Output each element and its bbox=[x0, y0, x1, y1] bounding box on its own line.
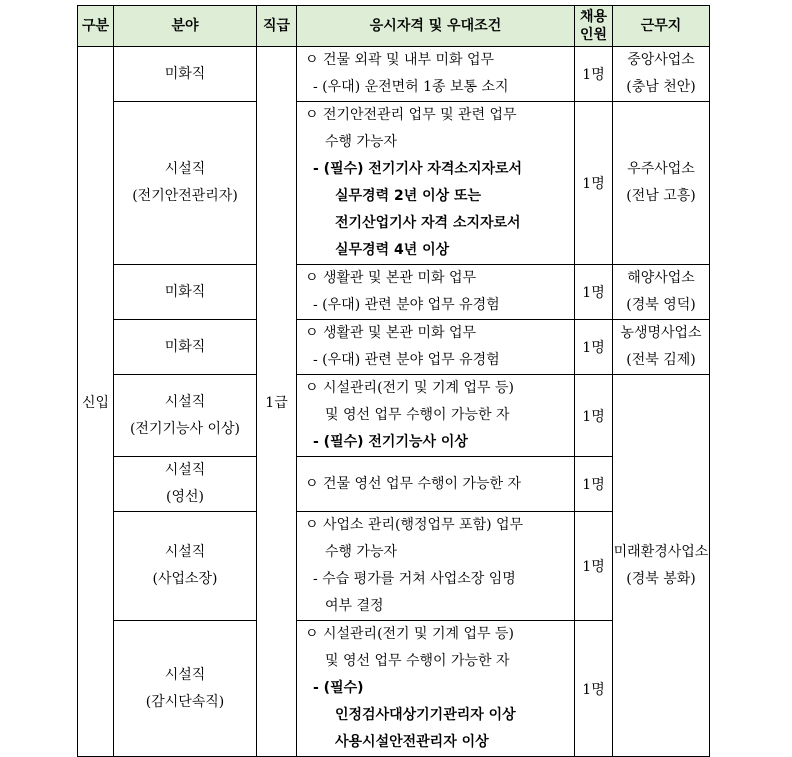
requirements-cell bbox=[297, 621, 575, 757]
location-line: 미래환경사업소 bbox=[613, 543, 709, 560]
location-cell bbox=[613, 265, 710, 320]
requirement-line: ㅇ 사업소 관리(행정업무 포함) 업무 bbox=[305, 517, 524, 533]
requirement-line: - (필수) 전기기능사 이상 bbox=[313, 434, 468, 450]
requirement-line: 사용시설안전관리자 이상 bbox=[335, 734, 489, 750]
field-line: 미화직 bbox=[164, 283, 206, 300]
header-location: 근무지 bbox=[613, 6, 710, 47]
requirement-line: ㅇ 시설관리(전기 및 기계 업무 등) bbox=[305, 626, 514, 642]
hires-cell: 1명 bbox=[575, 265, 613, 320]
requirements-cell bbox=[297, 457, 575, 512]
requirement-line: - (필수) bbox=[313, 680, 364, 696]
requirements-cell bbox=[297, 375, 575, 457]
field-cell bbox=[114, 457, 257, 512]
location-line: (전북 김제) bbox=[626, 352, 696, 368]
hires-cell: 1명 bbox=[575, 621, 613, 757]
recruitment-table bbox=[77, 5, 710, 757]
location-line: 해양사업소 bbox=[627, 270, 695, 286]
hires-cell: 1명 bbox=[575, 512, 613, 621]
field-line: (전기기능사 이상) bbox=[129, 420, 241, 437]
requirements-cell bbox=[297, 265, 575, 320]
location-line: (전남 고흥) bbox=[626, 188, 696, 204]
requirement-line: 전기산업기사 자격 소지자로서 bbox=[335, 215, 521, 231]
requirement-line: ㅇ 생활관 및 본관 미화 업무 bbox=[305, 325, 477, 341]
field-line: 미화직 bbox=[164, 338, 206, 355]
field-line: 미화직 bbox=[164, 65, 206, 82]
field-cell bbox=[114, 265, 257, 320]
table-body bbox=[78, 47, 710, 757]
header-hires bbox=[575, 6, 613, 47]
field-line: 시설직 bbox=[164, 544, 206, 560]
field-cell bbox=[114, 320, 257, 375]
requirement-line: 실무경력 2년 이상 또는 bbox=[335, 188, 482, 204]
field-cell bbox=[114, 375, 257, 457]
requirement-line: - 수습 평가를 거쳐 사업소장 임명 bbox=[313, 571, 516, 587]
field-cell bbox=[114, 102, 257, 265]
location-line: 농생명사업소 bbox=[620, 325, 702, 341]
hires-cell: 1명 bbox=[575, 47, 613, 102]
field-line: 시설직 bbox=[164, 393, 206, 410]
location-line: (경북 영덕) bbox=[626, 297, 696, 313]
requirements-cell bbox=[297, 320, 575, 375]
requirement-line: - (우대) 관련 분야 업무 유경험 bbox=[313, 297, 500, 313]
requirement-line: 인정검사대상기기관리자 이상 bbox=[335, 707, 516, 723]
hires-cell: 1명 bbox=[575, 320, 613, 375]
header-row bbox=[78, 6, 710, 47]
field-line: (감시단속직) bbox=[145, 693, 225, 710]
header-hires-line1: 채용 bbox=[579, 9, 608, 25]
requirement-line: 수행 가능자 bbox=[325, 544, 398, 560]
location-line: (충남 천안) bbox=[626, 79, 696, 95]
field-cell bbox=[114, 47, 257, 102]
requirement-line: 및 영선 업무 수행이 가능한 자 bbox=[325, 407, 510, 423]
location-line: 우주사업소 bbox=[627, 161, 695, 177]
header-grade: 직급 bbox=[257, 6, 297, 47]
requirement-line: ㅇ 생활관 및 본관 미화 업무 bbox=[305, 270, 477, 286]
field-cell bbox=[114, 512, 257, 621]
location-line: (경북 봉화) bbox=[626, 570, 696, 587]
header-hires-line2: 인원 bbox=[579, 27, 608, 43]
header-requirements: 응시자격 및 우대조건 bbox=[297, 6, 575, 47]
field-cell bbox=[114, 621, 257, 757]
requirement-line: - (우대) 운전면허 1종 보통 소지 bbox=[313, 79, 509, 95]
requirement-line: ㅇ 건물 영선 업무 수행이 가능한 자 bbox=[305, 475, 522, 492]
hires-cell: 1명 bbox=[575, 457, 613, 512]
hires-cell: 1명 bbox=[575, 375, 613, 457]
requirements-cell bbox=[297, 102, 575, 265]
header-category: 구분 bbox=[78, 6, 114, 47]
category-cell: 신입 bbox=[78, 47, 114, 757]
table-row bbox=[78, 102, 710, 265]
requirement-line: 수행 가능자 bbox=[325, 134, 398, 150]
location-cell bbox=[613, 47, 710, 102]
field-line: (영선) bbox=[166, 489, 204, 505]
requirement-line: ㅇ 시설관리(전기 및 기계 업무 등) bbox=[305, 380, 514, 396]
location-cell bbox=[613, 320, 710, 375]
requirement-line: 및 영선 업무 수행이 가능한 자 bbox=[325, 653, 510, 669]
field-line: 시설직 bbox=[164, 161, 206, 177]
requirements-cell bbox=[297, 47, 575, 102]
requirement-line: 실무경력 4년 이상 bbox=[335, 242, 450, 258]
header-field: 분야 bbox=[114, 6, 257, 47]
requirement-line: ㅇ 건물 외곽 및 내부 미화 업무 bbox=[305, 52, 494, 68]
grade-cell: 1급 bbox=[257, 47, 297, 757]
requirement-line: ㅇ 전기안전관리 업무 및 관련 업무 bbox=[305, 107, 517, 123]
table-row bbox=[78, 320, 710, 375]
hires-cell: 1명 bbox=[575, 102, 613, 265]
table-row bbox=[78, 47, 710, 102]
location-cell bbox=[613, 375, 710, 757]
field-line: (사업소장) bbox=[152, 571, 218, 587]
location-cell bbox=[613, 102, 710, 265]
field-line: (전기안전관리자) bbox=[132, 188, 238, 204]
table-row bbox=[78, 375, 710, 457]
field-line: 시설직 bbox=[164, 666, 206, 683]
requirement-line: - (우대) 관련 분야 업무 유경험 bbox=[313, 352, 500, 368]
requirement-line: 여부 결정 bbox=[325, 598, 384, 614]
table-row bbox=[78, 265, 710, 320]
location-line: 중앙사업소 bbox=[627, 52, 695, 68]
requirements-cell bbox=[297, 512, 575, 621]
requirement-line: - (필수) 전기기사 자격소지자로서 bbox=[313, 161, 523, 177]
field-line: 시설직 bbox=[164, 462, 206, 478]
